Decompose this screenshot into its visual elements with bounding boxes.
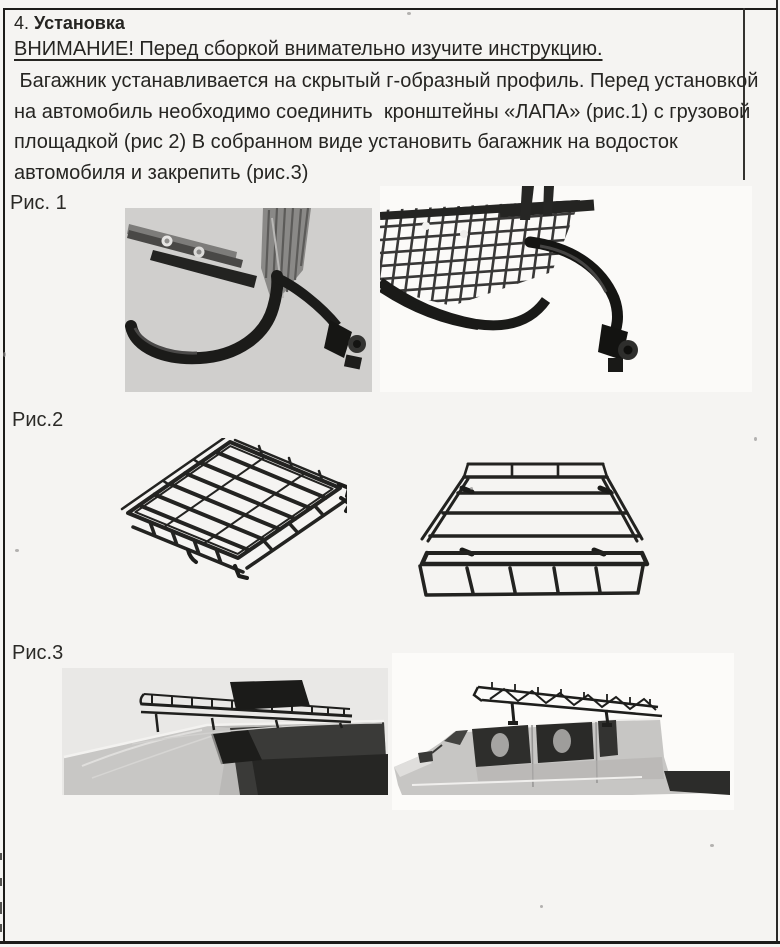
scan-edge-mark bbox=[0, 853, 2, 860]
lower-skirt bbox=[420, 566, 643, 595]
section-number: 4. bbox=[14, 13, 30, 33]
figure-1-label: Рис. 1 bbox=[10, 192, 67, 214]
scan-speck bbox=[710, 844, 714, 847]
page-border-right bbox=[776, 0, 778, 944]
fig1-bracket-photo bbox=[125, 208, 372, 392]
scan-speck bbox=[540, 905, 543, 908]
paragraph-line: на автомобиль необходимо соединить кронштейны «ЛАПА» (рис.1) с грузовой bbox=[14, 100, 751, 123]
fig2-rack-front-drawing bbox=[416, 458, 664, 604]
section-title: Установка bbox=[34, 13, 125, 33]
scan-edge-mark bbox=[0, 924, 2, 932]
page-border-bottom bbox=[0, 941, 780, 944]
page-border-top bbox=[3, 8, 777, 10]
scan-speck bbox=[15, 549, 19, 552]
paragraph-line: площадкой (рис 2) В собранном виде установить багажник на водосток bbox=[14, 131, 678, 153]
fig1-bracket-mounted-photo bbox=[380, 186, 752, 392]
scan-edge-mark bbox=[0, 902, 2, 914]
scan-speck bbox=[3, 352, 6, 357]
rack-slats bbox=[430, 493, 640, 536]
paragraph-line: автомобиля и закрепить (рис.3) bbox=[14, 161, 309, 184]
figure-2-label: Рис.2 bbox=[12, 409, 64, 431]
lower-skirt bbox=[133, 498, 347, 572]
bracket-marks bbox=[462, 488, 610, 554]
scan-speck bbox=[407, 12, 411, 15]
fig3-pickup-photo bbox=[392, 653, 734, 810]
scan-speck bbox=[754, 437, 757, 441]
warning-text: ВНИМАНИЕ! Перед сборкой внимательно изучите инструкцию. bbox=[14, 38, 603, 60]
page-border-left bbox=[3, 8, 5, 944]
section-heading bbox=[14, 11, 744, 35]
instruction-paragraph bbox=[14, 66, 759, 188]
paragraph-line: Багажник устанавливается на скрытый г-образный профиль. Перед установкой bbox=[14, 70, 759, 92]
scan-speck bbox=[470, 487, 473, 490]
cargo-box bbox=[230, 680, 310, 710]
fig2-rack-perspective-drawing bbox=[117, 438, 347, 594]
fig3-van-photo bbox=[62, 668, 388, 795]
instruction-text-block bbox=[14, 11, 759, 188]
figure-3-label: Рис.3 bbox=[12, 642, 64, 664]
mirror bbox=[418, 751, 433, 763]
scan-edge-mark bbox=[0, 878, 2, 886]
